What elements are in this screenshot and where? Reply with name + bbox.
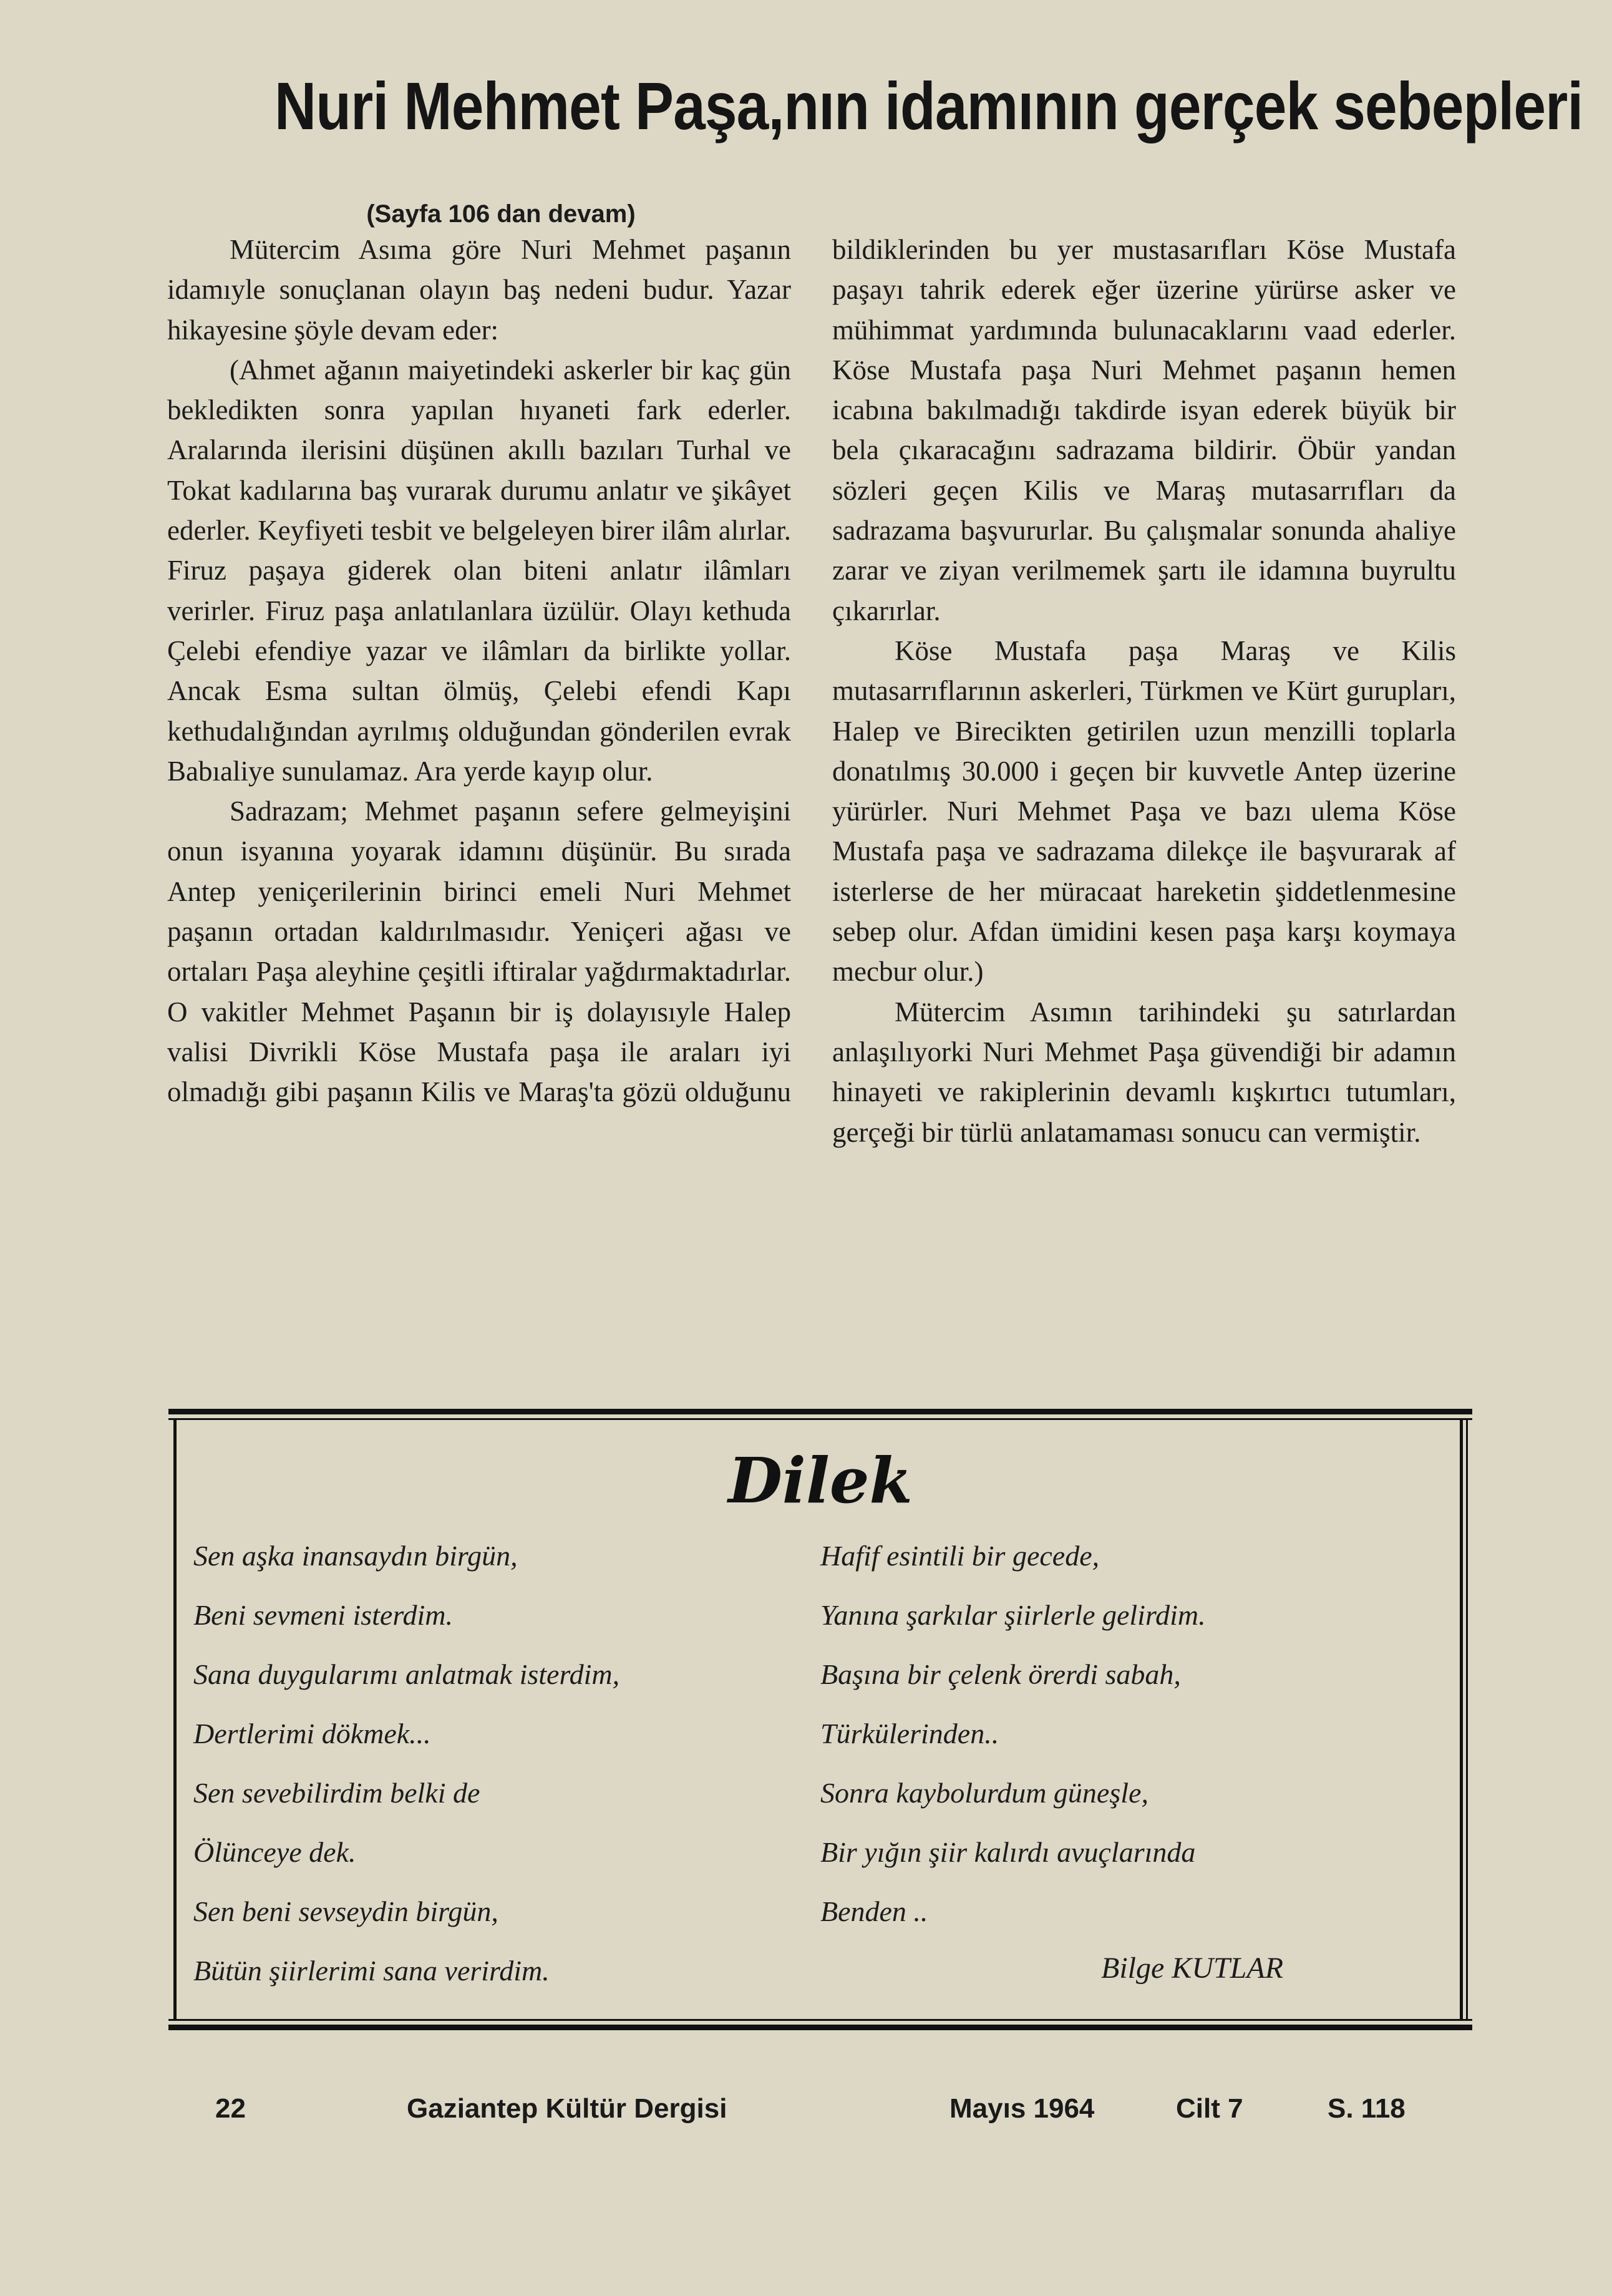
poem-line: Dertlerimi dökmek... [193, 1718, 431, 1749]
poem-line: Başına bir çelenk örerdi sabah, [820, 1658, 1181, 1690]
poem-right-stanza [820, 1526, 1206, 1941]
article-paragraph: Mütercim Asıma göre Nuri Mehmet paşanın idamıyle sonuçlanan olayın baş nedeni budur. Yazar hikayesine şöyle devam eder: [167, 234, 791, 346]
poem-line: Hafif esintili bir gecede, [820, 1540, 1100, 1572]
box-top-rule [168, 1409, 1472, 1414]
article-title: Nuri Mehmet Paşa,nın idamının gerçek sebepleri [274, 68, 1583, 144]
poem-line: Sonra kaybolurdum güneşle, [820, 1777, 1148, 1809]
issue-date: Mayıs 1964 [949, 2093, 1095, 2124]
article-paragraph: Sadrazam; Mehmet paşanın sefere gelmeyişini onun isyanına yoyarak idamını düşünür. Bu sırada Antep yeniçerilerinin birinci emeli Nuri Mehmet paşanın ortadan kaldırılmasıdır. Yeniçeri ağası ve ortaları Paşa aleyhine çeşitli iftiralar yağdırmaktadırlar. O vakitler Mehmet Paşanın bir iş dolayısıyle Halep valisi Divrikli Köse Mustafa paşa ile araları iyi olmadığı gibi paşanın Kilis ve Maraş'ta gözü olduğunu [167, 795, 791, 1108]
box-bottom-rule-thin [168, 2019, 1472, 2021]
poem-line: Beni sevmeni isterdim. [193, 1599, 454, 1631]
article-paragraph: (Ahmet ağanın maiyetindeki askerler bir kaç gün bekledikten sonra yapılan hıyaneti fark ederler. Aralarında ilerisini düşünen akıllı bazıları Turhal ve Tokat kadılarına baş vurarak durumu anlatır ve şikâyet ederler. Keyfiyeti tesbit ve belgeleyen birer ilâm alırlar. Firuz paşaya giderek olan biteni anlatır ilâmları verirler. Firuz paşa anlatılanlara üzülür. Olayı kethuda Çelebi efendiye yazar ve ilâmları da birlikte yollar. Ancak Esma sultan ölmüş, Çelebi efendi Kapı kethudalığından ayrılmış olduğundan gönderilen evrak Babıaliye sunulamaz. Ara yerde kayıp olur. [167, 354, 791, 787]
box-bottom-rule [168, 2025, 1472, 2030]
poem-title: Dilek [728, 1444, 913, 1517]
continued-from-note: (Sayfa 106 dan devam) [366, 200, 636, 228]
box-top-rule-thin [168, 1418, 1472, 1420]
magazine-name: Gaziantep Kültür Dergisi [407, 2093, 727, 2124]
poem-line: Sen beni sevseydin birgün, [193, 1895, 498, 1927]
poem-line: Bir yığın şiir kalırdı avuçlarında [820, 1836, 1196, 1868]
poem-left-stanza [193, 1526, 619, 2000]
poem-line: Sen sevebilirdim belki de [193, 1777, 480, 1809]
article-paragraph: bildiklerinden bu yer mustasarıfları Köse Mustafa paşayı tahrik ederek eğer üzerine yürürse asker ve mühimmat yardımında bulunacaklarını vaad ederler. Köse Mustafa paşa Nuri Mehmet paşanın hemen icabına bakılmadığı takdirde isyan ederek büyük bir bela çıkaracağını sadrazama bildirir. Öbür yandan sözleri geçen Kilis ve Maraş mutasarrıfları da sadrazama başvururlar. Bu çalışmalar sonunda ahaliye zarar ve ziyan verilmemek şartı ile idamına buyrultu çıkarırlar. [832, 234, 1456, 626]
poem-line: Sana duygularımı anlatmak isterdim, [193, 1658, 620, 1690]
poem-author: Bilge KUTLAR [1101, 1952, 1284, 1985]
poem-box [168, 1409, 1472, 2030]
issue-number: S. 118 [1328, 2093, 1406, 2124]
article-paragraph: Mütercim Asımın tarihindeki şu satırlardan anlaşılıyorki Nuri Mehmet Paşa güvendiği bir adamın hinayeti ve rakiplerinin devamlı kışkırtıcı tutumları, gerçeği bir türlü anlatamaması sonucu can vermiştir. [832, 996, 1456, 1148]
volume-number: Cilt 7 [1176, 2093, 1243, 2124]
article-left-column [167, 198, 791, 1112]
page-number: 22 [215, 2093, 246, 2124]
poem-line: Bütün şiirlerimi sana verirdim. [193, 1955, 550, 1987]
poem-line: Ölünceye dek. [193, 1836, 356, 1868]
poem-line: Yanına şarkılar şiirlerle gelirdim. [820, 1599, 1206, 1631]
poem-line: Sen aşka inansaydın birgün, [193, 1540, 518, 1572]
article-paragraph: Köse Mustafa paşa Maraş ve Kilis mutasarrıflarının askerleri, Türkmen ve Kürt gurupları, Halep ve Birecikten getirilen uzun menzilli toplarla donatılmış 30.000 i geçen bir kuvvetle Antep üzerine yürürler. Nuri Mehmet Paşa ve bazı ulema Köse Mustafa paşa ve sadrazama dilekçe ile başvurarak af isterlerse de her müracaat hareketin şiddetlenmesine sebep olur. Afdan ümidini kesen paşa karşı koymaya mecbur olur.) [832, 635, 1456, 988]
poem-line: Benden .. [820, 1895, 928, 1927]
article-right-column [832, 230, 1456, 1152]
poem-line: Türkülerinden.. [820, 1718, 999, 1749]
